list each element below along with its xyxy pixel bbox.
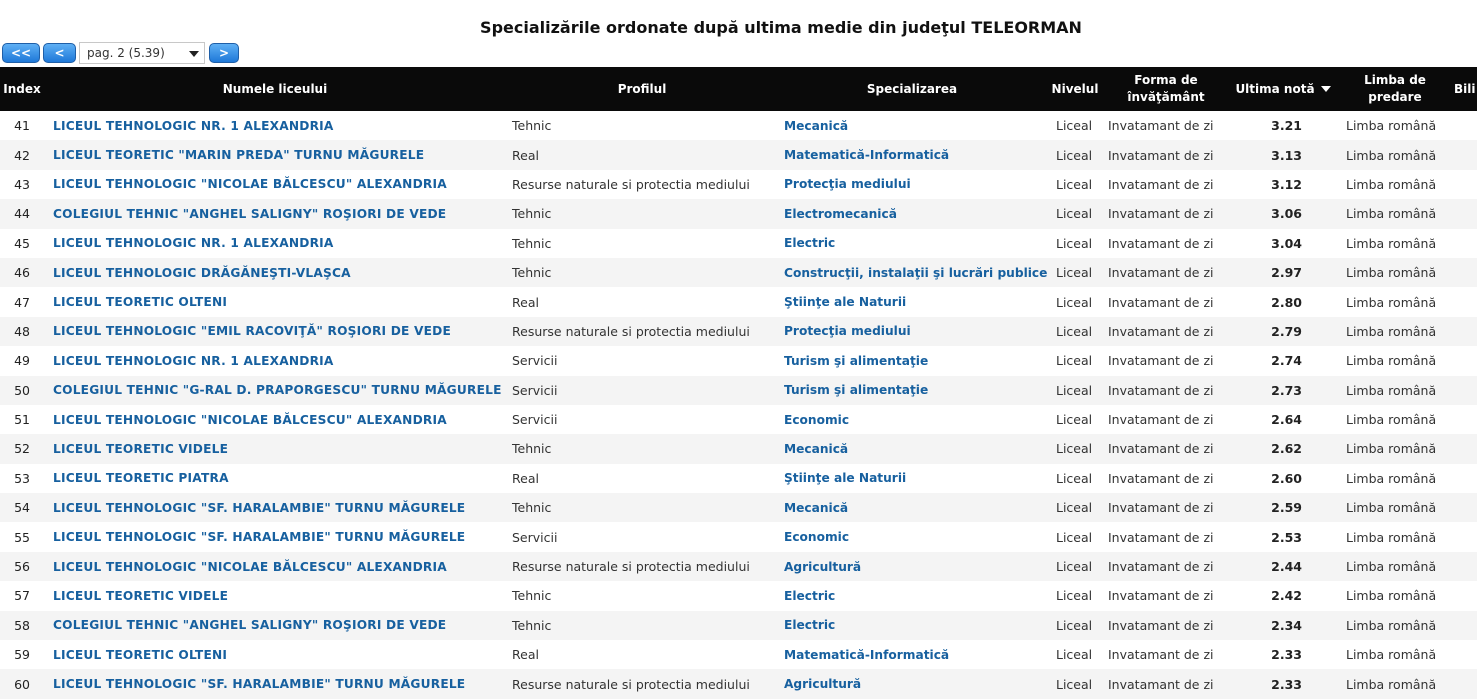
cell-specializare-link[interactable]: Ştiinţe ale Naturii [784,295,907,310]
table-row [0,405,1477,434]
cell-liceu-link[interactable]: LICEUL TEHNOLOGIC NR. 1 ALEXANDRIA [53,118,334,133]
cell-nivel: Liceal [1056,147,1093,163]
cell-liceu-link[interactable]: LICEUL TEHNOLOGIC "NICOLAE BĂLCESCU" ALEXANDRIA [53,177,447,192]
table-row [0,258,1477,287]
table-row [0,346,1477,375]
cell-liceu-link[interactable]: COLEGIUL TEHNIC "ANGHEL SALIGNY" ROŞIORI DE VEDE [53,618,447,633]
cell-index: 56 [14,559,30,575]
cell-nota: 2.42 [1271,588,1302,604]
cell-index: 53 [14,470,30,486]
cell-forma: Invatamant de zi [1108,353,1214,369]
cell-index: 57 [14,588,30,604]
cell-specializare-link[interactable]: Turism şi alimentaţie [784,383,929,398]
cell-index: 51 [14,412,30,428]
cell-nivel: Liceal [1056,353,1093,369]
cell-liceu-link[interactable]: LICEUL TEHNOLOGIC "NICOLAE BĂLCESCU" ALEXANDRIA [53,412,447,427]
cell-profil: Tehnic [512,206,552,222]
column-header-limba[interactable] [1350,67,1440,111]
cell-liceu-link[interactable]: LICEUL TEORETIC "MARIN PREDA" TURNU MĂGURELE [53,148,425,163]
cell-specializare-link[interactable]: Turism şi alimentaţie [784,353,929,368]
cell-nota: 3.06 [1271,206,1302,222]
table-row [0,581,1477,610]
cell-forma: Invatamant de zi [1108,412,1214,428]
cell-index: 60 [14,676,30,692]
cell-forma: Invatamant de zi [1108,559,1214,575]
cell-index: 48 [14,323,30,339]
cell-specializare-link[interactable]: Economic [784,412,850,427]
cell-specializare-link[interactable]: Protecţia mediului [784,324,911,339]
cell-profil: Tehnic [512,235,552,251]
cell-limba: Limba română [1346,294,1437,310]
cell-nota: 3.21 [1271,118,1302,134]
cell-nivel: Liceal [1056,323,1093,339]
cell-limba: Limba română [1346,353,1437,369]
cell-liceu-link[interactable]: COLEGIUL TEHNIC "ANGHEL SALIGNY" ROŞIORI DE VEDE [53,206,447,221]
cell-liceu-link[interactable]: LICEUL TEHNOLOGIC "SF. HARALAMBIE" TURNU MĂGURELE [53,500,466,515]
cell-forma: Invatamant de zi [1108,176,1214,192]
cell-limba: Limba română [1346,176,1437,192]
cell-limba: Limba română [1346,382,1437,398]
cell-profil: Tehnic [512,588,552,604]
cell-limba: Limba română [1346,500,1437,516]
cell-specializare-link[interactable]: Mecanică [784,118,849,133]
cell-profil: Tehnic [512,265,552,281]
cell-forma: Invatamant de zi [1108,588,1214,604]
column-header-liceu[interactable]: Numele liceului [222,81,328,96]
cell-nivel: Liceal [1056,118,1093,134]
first-page-button[interactable]: << [2,43,40,63]
cell-forma: Invatamant de zi [1108,500,1214,516]
cell-profil: Servicii [512,412,558,428]
column-header-forma-line1: Forma de [1134,73,1198,87]
cell-liceu-link[interactable]: COLEGIUL TEHNIC "G-RAL D. PRAPORGESCU" TURNU MĂGURELE [53,383,502,398]
cell-specializare-link[interactable]: Mecanică [784,441,849,456]
cell-limba: Limba română [1346,323,1437,339]
pagination-bar [2,42,239,64]
table-body [0,111,1477,699]
cell-nivel: Liceal [1056,588,1093,604]
cell-profil: Real [512,294,539,310]
cell-limba: Limba română [1346,647,1437,663]
table-row [0,552,1477,581]
table-row [0,493,1477,522]
cell-index: 59 [14,647,30,663]
table-row [0,669,1477,698]
cell-limba: Limba română [1346,559,1437,575]
cell-limba: Limba română [1346,118,1437,134]
cell-forma: Invatamant de zi [1108,529,1214,545]
cell-liceu-link[interactable]: LICEUL TEHNOLOGIC "NICOLAE BĂLCESCU" ALEXANDRIA [53,559,447,574]
cell-nivel: Liceal [1056,294,1093,310]
table-row [0,522,1477,551]
cell-specializare-link[interactable]: Electric [784,588,836,603]
column-header-nota-label: Ultima notă [1235,81,1315,96]
cell-nivel: Liceal [1056,647,1093,663]
cell-limba: Limba română [1346,147,1437,163]
cell-nivel: Liceal [1056,617,1093,633]
cell-nivel: Liceal [1056,441,1093,457]
cell-profil: Real [512,470,539,486]
cell-liceu-link[interactable]: LICEUL TEORETIC OLTENI [53,295,228,310]
table-row [0,640,1477,669]
cell-liceu-link[interactable]: LICEUL TEHNOLOGIC NR. 1 ALEXANDRIA [53,236,334,251]
cell-index: 45 [14,235,30,251]
column-header-index[interactable]: Index [3,81,41,96]
table-row [0,111,1477,140]
cell-profil: Resurse naturale si protectia mediului [512,176,750,192]
cell-nota: 3.12 [1271,176,1302,192]
table-row [0,170,1477,199]
cell-limba: Limba română [1346,470,1437,486]
cell-nota: 3.04 [1271,235,1302,251]
cell-specializare-link[interactable]: Agricultură [784,677,862,692]
cell-profil: Servicii [512,353,558,369]
cell-specializare-link[interactable]: Matematică-Informatică [784,647,950,662]
cell-forma: Invatamant de zi [1108,118,1214,134]
cell-nota: 2.44 [1271,559,1302,575]
cell-limba: Limba română [1346,235,1437,251]
cell-limba: Limba română [1346,676,1437,692]
cell-nota: 2.59 [1271,500,1302,516]
column-header-limba-line2: predare [1368,90,1422,104]
cell-profil: Tehnic [512,500,552,516]
cell-liceu-link[interactable]: LICEUL TEHNOLOGIC "EMIL RACOVIŢĂ" ROŞIORI DE VEDE [53,324,452,339]
cell-specializare-link[interactable]: Protecţia mediului [784,177,911,192]
cell-index: 47 [14,294,30,310]
cell-nivel: Liceal [1056,559,1093,575]
column-header-profil[interactable]: Profilul [617,81,667,96]
cell-nivel: Liceal [1056,235,1093,251]
cell-index: 49 [14,353,30,369]
cell-limba: Limba română [1346,265,1437,281]
cell-nivel: Liceal [1056,382,1093,398]
table-row [0,199,1477,228]
column-header-forma[interactable] [1110,67,1222,111]
cell-index: 46 [14,265,30,281]
cell-limba: Limba română [1346,617,1437,633]
cell-limba: Limba română [1346,412,1437,428]
cell-forma: Invatamant de zi [1108,206,1214,222]
cell-index: 42 [14,147,30,163]
cell-profil: Servicii [512,529,558,545]
cell-specializare-link[interactable]: Ştiinţe ale Naturii [784,471,907,486]
page-title: Specializările ordonate după ultima medie din judeţul TELEORMAN [480,18,1082,37]
cell-specializare-link[interactable]: Matematică-Informatică [784,148,950,163]
table-row [0,140,1477,169]
cell-nota: 2.73 [1271,382,1302,398]
cell-index: 43 [14,176,30,192]
cell-profil: Resurse naturale si protectia mediului [512,323,750,339]
table-row [0,376,1477,405]
cell-nota: 2.97 [1271,265,1302,281]
column-header-forma-line2: învăţământ [1127,90,1205,104]
cell-forma: Invatamant de zi [1108,470,1214,486]
column-header-limba-line1: Limba de [1364,73,1426,87]
cell-index: 55 [14,529,30,545]
cell-liceu-link[interactable]: LICEUL TEORETIC VIDELE [53,588,229,603]
cell-nivel: Liceal [1056,265,1093,281]
table-row [0,317,1477,346]
cell-nota: 2.79 [1271,323,1302,339]
cell-limba: Limba română [1346,206,1437,222]
cell-liceu-link[interactable]: LICEUL TEORETIC OLTENI [53,647,228,662]
cell-forma: Invatamant de zi [1108,235,1214,251]
cell-profil: Servicii [512,382,558,398]
cell-nota: 2.34 [1271,617,1302,633]
page-select-value: pag. 2 (5.39) [87,46,165,60]
cell-limba: Limba română [1346,529,1437,545]
cell-forma: Invatamant de zi [1108,441,1214,457]
cell-index: 52 [14,441,30,457]
table-row [0,287,1477,316]
cell-nota: 2.80 [1271,294,1302,310]
cell-nota: 2.33 [1271,676,1302,692]
cell-forma: Invatamant de zi [1108,647,1214,663]
cell-nivel: Liceal [1056,676,1093,692]
cell-forma: Invatamant de zi [1108,323,1214,339]
cell-nota: 2.74 [1271,353,1302,369]
cell-liceu-link[interactable]: LICEUL TEHNOLOGIC DRĂGĂNEŞTI-VLAŞCA [53,265,351,280]
cell-profil: Real [512,647,539,663]
column-header-nota[interactable] [1228,67,1338,111]
cell-forma: Invatamant de zi [1108,382,1214,398]
cell-nivel: Liceal [1056,500,1093,516]
prev-page-button[interactable]: < [43,43,76,63]
cell-specializare-link[interactable]: Economic [784,530,850,545]
cell-nivel: Liceal [1056,529,1093,545]
next-page-button[interactable]: > [209,43,239,63]
cell-index: 44 [14,206,30,222]
cell-limba: Limba română [1346,441,1437,457]
cell-profil: Real [512,147,539,163]
cell-index: 54 [14,500,30,516]
cell-specializare-link[interactable]: Mecanică [784,500,849,515]
cell-profil: Resurse naturale si protectia mediului [512,676,750,692]
table-row [0,434,1477,463]
cell-specializare-link[interactable]: Electric [784,618,836,633]
table-header [0,67,1477,111]
cell-specializare-link[interactable]: Construcţii, instalaţii şi lucrări publice [784,265,1048,280]
cell-liceu-link[interactable]: LICEUL TEHNOLOGIC "SF. HARALAMBIE" TURNU MĂGURELE [53,530,466,545]
chevron-down-icon [189,51,199,57]
cell-nivel: Liceal [1056,206,1093,222]
cell-liceu-link[interactable]: LICEUL TEHNOLOGIC "SF. HARALAMBIE" TURNU MĂGURELE [53,677,466,692]
page-select[interactable] [79,42,205,64]
cell-liceu-link[interactable]: LICEUL TEHNOLOGIC NR. 1 ALEXANDRIA [53,353,334,368]
cell-forma: Invatamant de zi [1108,617,1214,633]
cell-nivel: Liceal [1056,412,1093,428]
cell-nota: 2.62 [1271,441,1302,457]
cell-nivel: Liceal [1056,470,1093,486]
cell-specializare-link[interactable]: Agricultură [784,559,862,574]
cell-forma: Invatamant de zi [1108,265,1214,281]
column-header-bilingv[interactable]: Bili [1454,81,1476,96]
cell-specializare-link[interactable]: Electromecanică [784,206,897,221]
cell-forma: Invatamant de zi [1108,676,1214,692]
sort-desc-icon [1321,86,1331,92]
cell-profil: Resurse naturale si protectia mediului [512,559,750,575]
cell-nota: 2.33 [1271,647,1302,663]
table-row [0,464,1477,493]
table-row [0,229,1477,258]
cell-profil: Tehnic [512,441,552,457]
cell-liceu-link[interactable]: LICEUL TEORETIC PIATRA [53,471,229,486]
column-header-specializare[interactable]: Specializarea [866,81,958,96]
cell-profil: Tehnic [512,118,552,134]
cell-forma: Invatamant de zi [1108,294,1214,310]
cell-nivel: Liceal [1056,176,1093,192]
cell-specializare-link[interactable]: Electric [784,236,836,251]
table-row [0,611,1477,640]
column-header-nivel[interactable]: Nivelul [1051,81,1099,96]
cell-profil: Tehnic [512,617,552,633]
cell-index: 41 [14,118,30,134]
cell-index: 58 [14,617,30,633]
cell-limba: Limba română [1346,588,1437,604]
cell-nota: 2.64 [1271,412,1302,428]
cell-index: 50 [14,382,30,398]
cell-forma: Invatamant de zi [1108,147,1214,163]
cell-nota: 2.53 [1271,529,1302,545]
cell-nota: 2.60 [1271,470,1302,486]
cell-liceu-link[interactable]: LICEUL TEORETIC VIDELE [53,441,229,456]
cell-nota: 3.13 [1271,147,1302,163]
